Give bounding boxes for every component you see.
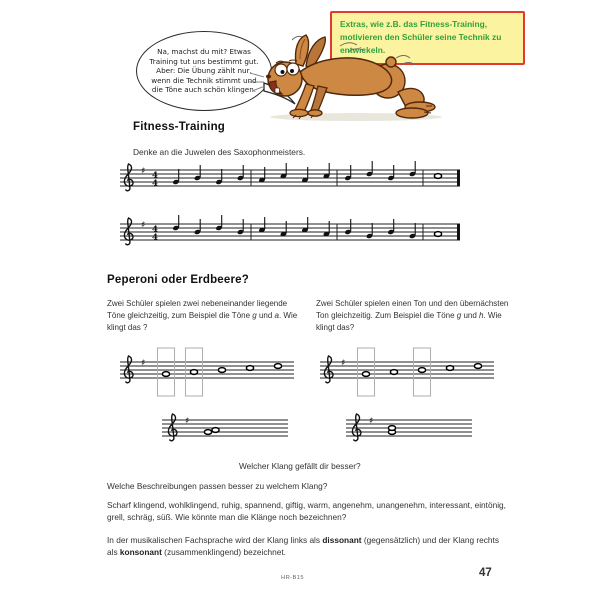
sharp-sign: ♯	[141, 166, 146, 177]
hare-pushup-illustration	[248, 34, 446, 124]
time-signature: 4	[152, 170, 158, 181]
fitness-staff-2	[116, 210, 464, 256]
peperoni-heading: Peperoni oder Erdbeere?	[107, 274, 249, 286]
hare-tooth	[275, 88, 280, 93]
sharp-sign: ♯	[369, 416, 374, 427]
fitness-training-caption: Denke an die Juwelen des Saxophonmeisters.	[133, 147, 306, 157]
treble-clef-icon	[324, 356, 333, 383]
treble-clef-icon	[168, 414, 177, 441]
term-dissonant: dissonant	[322, 535, 362, 545]
thirds-description: Zwei Schüler spielen einen Ton und den übernächsten Ton gleichzeitig. Zum Beispiel die Töne g und h. Wie klingt das?	[315, 299, 509, 332]
hare-body	[300, 58, 392, 95]
time-signature: 4	[152, 232, 158, 243]
hare-tail	[386, 57, 396, 67]
two-column-text	[107, 298, 509, 334]
page-number: 47	[479, 567, 492, 579]
thirds-scale	[316, 342, 498, 402]
term-konsonant: konsonant	[119, 547, 162, 558]
adjectives-paragraph: Scharf klingend, wohlklingend, ruhig, spannend, giftig, warm, angenehm, unangenehm, interessant, eintönig, grell, schräg, süß. Wie könnte man die Klänge noch bezeichnen?	[107, 500, 506, 523]
teacher-note-text: Extras, wie z.B. das Fitness-Training, motivieren den Schüler seine Technik zu entwickeln.	[340, 19, 502, 56]
hare-head	[249, 60, 302, 96]
time-signature: 4	[152, 224, 158, 235]
seconds-scale-staff	[116, 342, 298, 407]
treble-clef-icon	[124, 164, 133, 191]
sharp-sign: ♯	[185, 416, 190, 427]
treble-clef-icon	[124, 218, 133, 245]
question-descriptions: Welche Beschreibungen passen besser zu welchem Klang?	[107, 481, 328, 491]
fitness-staff-1	[116, 156, 464, 207]
hare-nose	[266, 75, 271, 79]
seconds-scale	[116, 342, 298, 402]
second-chord	[160, 402, 292, 460]
terminology-paragraph: In der musikalischen Fachsprache wird der Klang links als dissonant (gegensätzlich) und der Klang rechts als konsonant (zusammenklingend) bezeichnet.	[107, 535, 499, 558]
thirds-scale-staff	[316, 342, 498, 407]
treble-clef-icon	[124, 356, 133, 383]
sharp-sign: ♯	[341, 358, 346, 369]
third-chord	[344, 402, 476, 460]
sharp-sign: ♯	[141, 358, 146, 369]
fitness-training-heading: Fitness-Training	[133, 121, 226, 133]
fitness-staff-2	[116, 210, 464, 261]
question-better: Welcher Klang gefällt dir besser?	[239, 461, 361, 471]
edition-code: HR-B15	[281, 575, 305, 581]
third-chord-staff	[344, 402, 476, 465]
time-signature: 4	[152, 178, 158, 189]
final-barline	[457, 170, 460, 187]
sharp-sign: ♯	[141, 220, 146, 231]
seconds-description: Zwei Schüler spielen zwei nebeneinander liegende Töne gleichzeitig, zum Beispiel die Töne g und a. Wie klingt das ?	[107, 299, 298, 332]
second-chord-staff	[160, 402, 292, 465]
hare-whiskers	[249, 73, 265, 91]
fitness-staff-1	[116, 156, 464, 202]
speech-bubble-text: Na, machst du mit? Etwas Training tut uns bestimmt gut. Aber: Die Übung zählt nur, wenn die Technik stimmt und die Töne auch schön klingen.	[149, 47, 259, 95]
treble-clef-icon	[352, 414, 361, 441]
final-barline	[457, 224, 460, 241]
